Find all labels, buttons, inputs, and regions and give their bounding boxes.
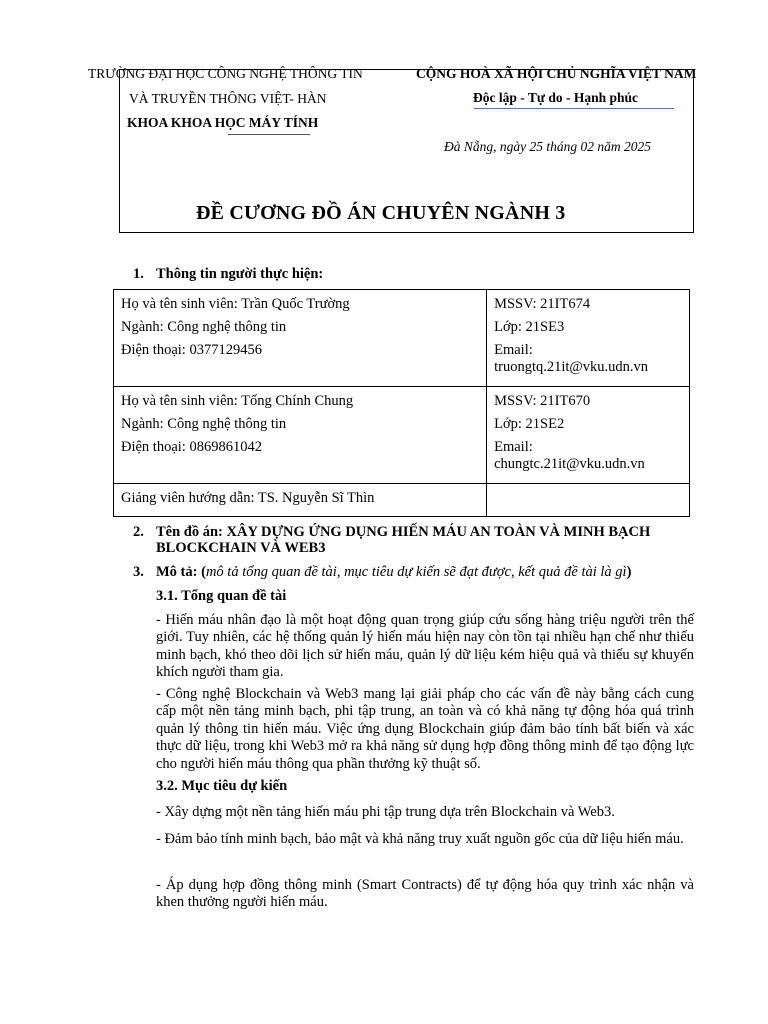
motto: Độc lập - Tự do - Hạnh phúc xyxy=(473,90,639,105)
goal-item-2: - Đảm bảo tính minh bạch, bảo mật và khả năng truy xuất nguồn gốc của dữ liệu hiến máu. xyxy=(156,831,684,847)
table-row xyxy=(114,290,690,387)
student1-right-cell xyxy=(487,290,690,387)
section3-label: Mô tả: xyxy=(156,564,198,580)
faculty-name: KHOA KHOA HỌC MÁY TÍNH xyxy=(127,115,319,130)
student1-email-label: Email: xyxy=(494,342,533,358)
section3-note: mô tả tổng quan đề tài, mục tiêu dự kiến sẽ đạt được, kết quả đề tài là gì xyxy=(205,564,627,580)
section3-heading xyxy=(156,564,696,580)
student1-left-cell xyxy=(114,290,487,387)
student-info-table xyxy=(113,289,690,517)
section2-title-line1: XÂY DỰNG ỨNG DỤNG HIẾN MÁU AN TOÀN VÀ MINH BẠCH xyxy=(226,524,651,540)
student1-mssv: MSSV: 21IT674 xyxy=(494,296,591,312)
section3-note-close: ) xyxy=(626,564,632,580)
student2-name: Họ và tên sinh viên: Tống Chính Chung xyxy=(121,393,354,409)
goal-item-1: - Xây dựng một nền tảng hiến máu phi tập trung dựa trên Blockchain và Web3. xyxy=(156,804,615,820)
student2-right-cell xyxy=(487,387,690,484)
national-title: CỘNG HOÀ XÃ HỘI CHỦ NGHĨA VIỆT NAM xyxy=(416,66,697,81)
university-name-line2: VÀ TRUYỀN THÔNG VIỆT- HÀN xyxy=(129,91,327,106)
motto-underline xyxy=(474,108,674,109)
supervisor-cell xyxy=(114,484,487,517)
section3-number: 3. xyxy=(133,564,144,580)
student1-name: Họ và tên sinh viên: Trần Quốc Trường xyxy=(121,296,350,312)
student2-left-cell xyxy=(114,387,487,484)
subsection-3-2-title: 3.2. Mục tiêu dự kiến xyxy=(156,778,288,794)
overview-paragraph-2: - Công nghệ Blockchain và Web3 mang lại giải pháp cho các vấn đề này bằng cách cung cấp một nền tảng minh bạch, phi tập trung, an toàn và có khả năng tự động hóa quá trình quản lý thông tin hiến máu. Việc ứng dụng Blockchain giúp đảm bảo tính bất biến và xác thực dữ liệu, trong khi Web3 mở ra khả năng sử dụng hợp đồng thông minh để tạo động lực cho người hiến máu thông qua phần thưởng kỹ thuật số. xyxy=(156,686,694,772)
student2-major: Ngành: Công nghệ thông tin xyxy=(121,416,287,432)
student2-email-label: Email: xyxy=(494,439,533,455)
student1-phone: Điện thoại: 0377129456 xyxy=(121,342,262,358)
student2-phone: Điện thoại: 0869861042 xyxy=(121,439,262,455)
place-date: Đà Nẵng, ngày 25 tháng 02 năm 2025 xyxy=(444,139,651,154)
goal-item-3: - Áp dụng hợp đồng thông minh (Smart Contracts) để tự động hóa quy trình xác nhận và khen thưởng người hiến máu. xyxy=(156,877,694,911)
student2-class: Lớp: 21SE2 xyxy=(494,416,565,432)
table-row xyxy=(114,484,690,517)
document-title: ĐỀ CƯƠNG ĐỒ ÁN CHUYÊN NGÀNH 3 xyxy=(196,202,566,224)
student1-class: Lớp: 21SE3 xyxy=(494,319,565,335)
subsection-3-1-title: 3.1. Tổng quan đề tài xyxy=(156,588,287,604)
section3-note-open: ( xyxy=(201,564,206,580)
section2-title-line2: BLOCKCHAIN VÀ WEB3 xyxy=(156,540,326,556)
section1-number: 1. xyxy=(133,266,144,282)
section1-title: Thông tin người thực hiện: xyxy=(156,266,324,282)
student1-major: Ngành: Công nghệ thông tin xyxy=(121,319,287,335)
faculty-underline xyxy=(228,134,310,135)
table-row xyxy=(114,387,690,484)
section2-block xyxy=(156,524,696,556)
section2-label: Tên đồ án: xyxy=(156,524,223,540)
section2-number: 2. xyxy=(133,524,144,540)
student2-mssv: MSSV: 21IT670 xyxy=(494,393,591,409)
supervisor: Giảng viên hướng dẫn: TS. Nguyễn Sĩ Thìn xyxy=(121,490,375,506)
university-name-line1: TRƯỜNG ĐẠI HỌC CÔNG NGHỆ THÔNG TIN xyxy=(88,66,363,81)
overview-paragraph-1: - Hiến máu nhân đạo là một hoạt động quan trọng giúp cứu sống hàng triệu người trên thế giới. Tuy nhiên, các hệ thống quản lý hiến máu hiện nay còn tồn tại nhiều hạn chế như thiếu minh bạch, khó theo dõi lịch sử hiến máu, quản lý dữ liệu kém hiệu quả và thiếu sự khuyến khích người tham gia. xyxy=(156,612,694,681)
student2-email: chungtc.21it@vku.udn.vn xyxy=(494,456,645,472)
student1-email: truongtq.21it@vku.udn.vn xyxy=(494,359,649,375)
empty-cell xyxy=(487,484,690,517)
